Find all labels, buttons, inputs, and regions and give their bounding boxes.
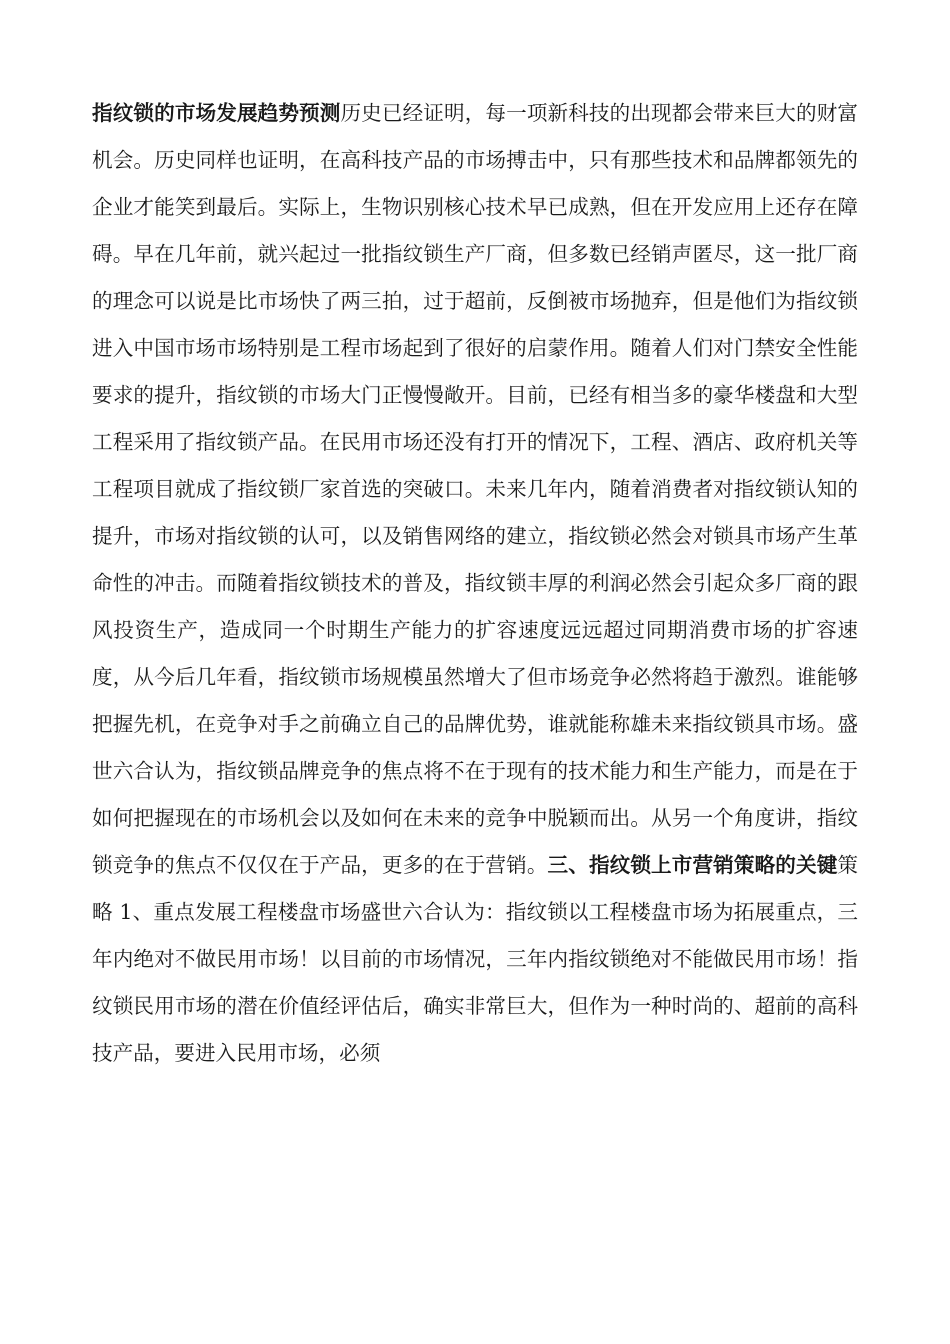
paragraph-5: 谁能够把握先机，在竞争对手之前确立自己的品牌优势，谁就能称雄未来指纹锁具市场。 xyxy=(92,665,859,736)
article-heading: 指纹锁的市场发展趋势预测 xyxy=(92,101,341,125)
paragraph-4: 未来几年内，随着消费者对指纹锁认知的提升，市场对指纹锁的认可，以及销售网络的建立，指纹锁必然会对锁具市场产生革命性的冲击。而随着指纹锁技术的普及，指纹锁丰厚的利润必然会引起众多厂商的跟风投资生产，造成同一个时期生产能力的扩容速度远远超过同期消费市场的扩容速度，从今后几年看，指纹锁市场规模虽然增大了但市场竞争必然将趋于激烈。 xyxy=(92,477,859,689)
paragraph-1: 历史已经证明，每一项新科技的出现都会带来巨大的财富机会。历史同样也证明，在高科技产品的市场搏击中，只有那些技术和品牌都领先的企业才能笑到最后。 xyxy=(92,101,858,219)
document-page xyxy=(92,90,858,1077)
paragraph-2: 实际上，生物识别核心技术早已成熟，但在开发应用上还存在障碍。早在几年前，就兴起过一批指纹锁生产厂商，但多数已经销声匿尽，这一批厂商的理念可以说是比市场快了两三拍，过于超前，反倒被市场抛弃，但是他们为指纹锁进入中国市场市场特别是工程市场起到了很好的启蒙作用。 xyxy=(92,195,859,360)
paragraph-3: 随着人们对门禁安全性能要求的提升，指纹锁的市场大门正慢慢敞开。目前，已经有相当多的豪华楼盘和大型工程采用了指纹锁产品。在民用市场还没有打开的情况下，工程、酒店、政府机关等工程项目就成了指纹锁厂家首选的突破口。 xyxy=(92,336,859,501)
strategy-heading: 策略 1、重点发展工程楼盘市场 xyxy=(92,853,859,924)
paragraph-6: 盛世六合认为，指纹锁品牌竞争的焦点将不在于现有的技术能力和生产能力，而是在于如何把握现在的市场机会以及如何在未来的竞争中脱颖而出。从另一个角度讲，指纹锁竞争的焦点不仅仅在于产品，更多的在于营销。 xyxy=(92,712,858,877)
paragraph-7: 盛世六合认为：指纹锁以工程楼盘市场为拓展重点，三年内绝对不做民用市场！ xyxy=(92,900,858,971)
paragraph-8: 以目前的市场情况，三年内指纹锁绝对不能做民用市场！指纹锁民用市场的潜在价值经评估后，确实非常巨大，但作为一种时尚的、超前的高科技产品，要进入民用市场，必须 xyxy=(92,947,858,1065)
section-heading: 三、指纹锁上市营销策略的关键 xyxy=(547,853,838,877)
document-body xyxy=(92,90,858,1077)
